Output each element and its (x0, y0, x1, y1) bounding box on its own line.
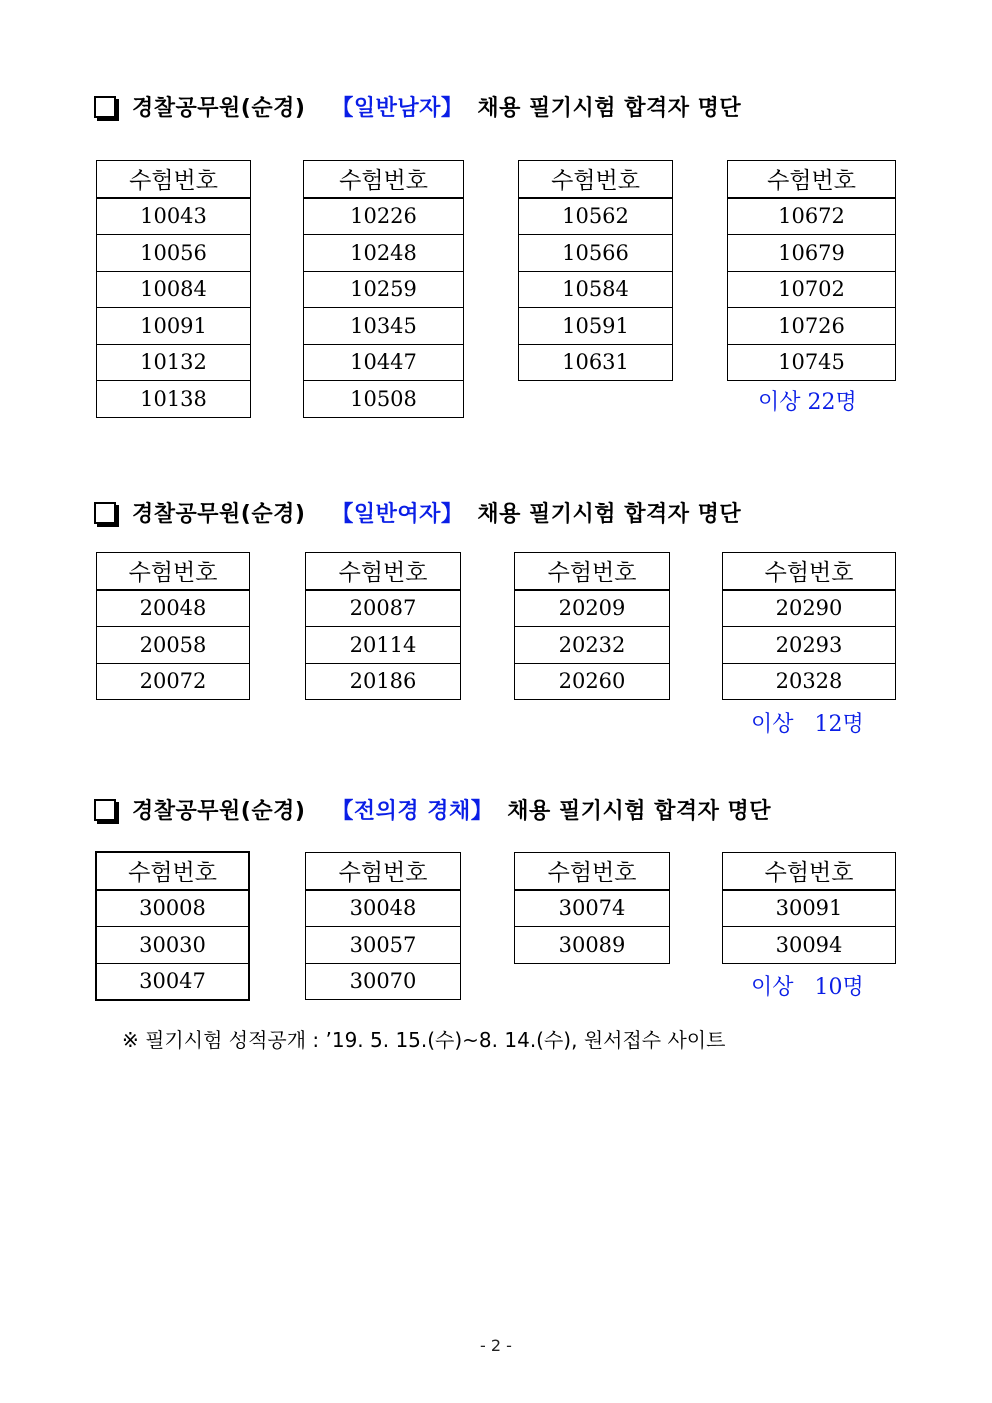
section-3-category: 【전의경 경채】 (331, 798, 494, 824)
section-2-category: 【일반여자】 (331, 501, 464, 527)
section-3-heading (94, 792, 771, 826)
table-header: 수험번호 (723, 553, 896, 590)
table-header: 수험번호 (306, 553, 461, 590)
section-1-title-suffix: 채용 필기시험 합격자 명단 (477, 95, 742, 121)
table-cell: 10091 (97, 308, 251, 345)
table-header: 수험번호 (515, 553, 670, 590)
section-1-category: 【일반남자】 (331, 95, 464, 121)
table-cell: 10138 (97, 381, 251, 418)
table-cell: 30048 (306, 890, 461, 927)
table-cell: 10631 (519, 344, 673, 381)
table-cell: 30057 (306, 927, 461, 964)
table-cell: 10745 (728, 344, 896, 381)
table-cell: 10043 (97, 198, 251, 235)
table-cell: 20087 (306, 590, 461, 627)
table-cell: 30047 (96, 963, 249, 1000)
section-3-title-suffix: 채용 필기시험 합격자 명단 (507, 798, 772, 824)
table-cell: 10056 (97, 235, 251, 272)
table-cell: 10726 (728, 308, 896, 345)
checkbox-icon (94, 799, 116, 821)
table-cell: 20048 (97, 590, 250, 627)
table-cell: 30089 (515, 927, 670, 964)
table-cell: 30091 (723, 890, 896, 927)
table-cell: 20290 (723, 590, 896, 627)
section-2-table-3 (514, 552, 670, 700)
table-header: 수험번호 (306, 853, 461, 890)
section-1-table-4 (727, 160, 896, 381)
section-2-table-4 (722, 552, 896, 700)
table-cell: 20232 (515, 627, 670, 664)
table-cell: 10259 (304, 271, 464, 308)
table-cell: 10248 (304, 235, 464, 272)
table-cell: 30030 (96, 927, 249, 964)
section-2-table-2 (305, 552, 461, 700)
table-cell: 10447 (304, 344, 464, 381)
table-cell: 20293 (723, 627, 896, 664)
table-cell: 10702 (728, 271, 896, 308)
section-3-count: 이상 10명 (751, 975, 864, 1000)
section-3-table-1 (95, 851, 250, 1001)
section-2-title-prefix: 경찰공무원(순경) (132, 501, 306, 527)
section-3-title-prefix: 경찰공무원(순경) (132, 798, 306, 824)
section-1-count: 이상 22명 (758, 390, 857, 415)
table-cell: 20072 (97, 663, 250, 700)
table-cell: 20260 (515, 663, 670, 700)
table-cell: 30070 (306, 963, 461, 1000)
table-cell: 30008 (96, 890, 249, 927)
section-1-title-prefix: 경찰공무원(순경) (132, 95, 306, 121)
table-cell: 10584 (519, 271, 673, 308)
score-disclosure-note: ※ 필기시험 성적공개 : ’19. 5. 15.(수)~8. 14.(수), 원서접수 사이트 (122, 1028, 726, 1052)
table-cell: 10508 (304, 381, 464, 418)
table-header: 수험번호 (97, 553, 250, 590)
table-cell: 10226 (304, 198, 464, 235)
section-3-table-3 (514, 852, 670, 964)
section-1-table-1 (96, 160, 251, 418)
section-2-title-suffix: 채용 필기시험 합격자 명단 (477, 501, 742, 527)
checkbox-icon (94, 96, 116, 118)
section-2-heading (94, 495, 741, 529)
table-cell: 20114 (306, 627, 461, 664)
table-header: 수험번호 (519, 161, 673, 198)
table-cell: 20058 (97, 627, 250, 664)
table-cell: 30074 (515, 890, 670, 927)
checkbox-icon (94, 502, 116, 524)
table-cell: 10084 (97, 271, 251, 308)
table-header: 수험번호 (304, 161, 464, 198)
table-header: 수험번호 (728, 161, 896, 198)
table-cell: 10562 (519, 198, 673, 235)
page-number: - 2 - (480, 1336, 512, 1355)
section-2-table-1 (96, 552, 250, 700)
table-cell: 20209 (515, 590, 670, 627)
table-cell: 10566 (519, 235, 673, 272)
section-3-table-2 (305, 852, 461, 1000)
section-1-table-2 (303, 160, 464, 418)
table-header: 수험번호 (723, 853, 896, 890)
table-header: 수험번호 (97, 161, 251, 198)
table-cell: 20328 (723, 663, 896, 700)
table-header: 수험번호 (96, 852, 249, 890)
section-2-count: 이상 12명 (751, 712, 864, 737)
table-cell: 10672 (728, 198, 896, 235)
table-cell: 20186 (306, 663, 461, 700)
table-cell: 30094 (723, 927, 896, 964)
table-cell: 10132 (97, 344, 251, 381)
section-1-heading (94, 89, 741, 123)
section-3-table-4 (722, 852, 896, 964)
section-1-table-3 (518, 160, 673, 381)
table-cell: 10679 (728, 235, 896, 272)
table-cell: 10345 (304, 308, 464, 345)
table-cell: 10591 (519, 308, 673, 345)
table-header: 수험번호 (515, 853, 670, 890)
